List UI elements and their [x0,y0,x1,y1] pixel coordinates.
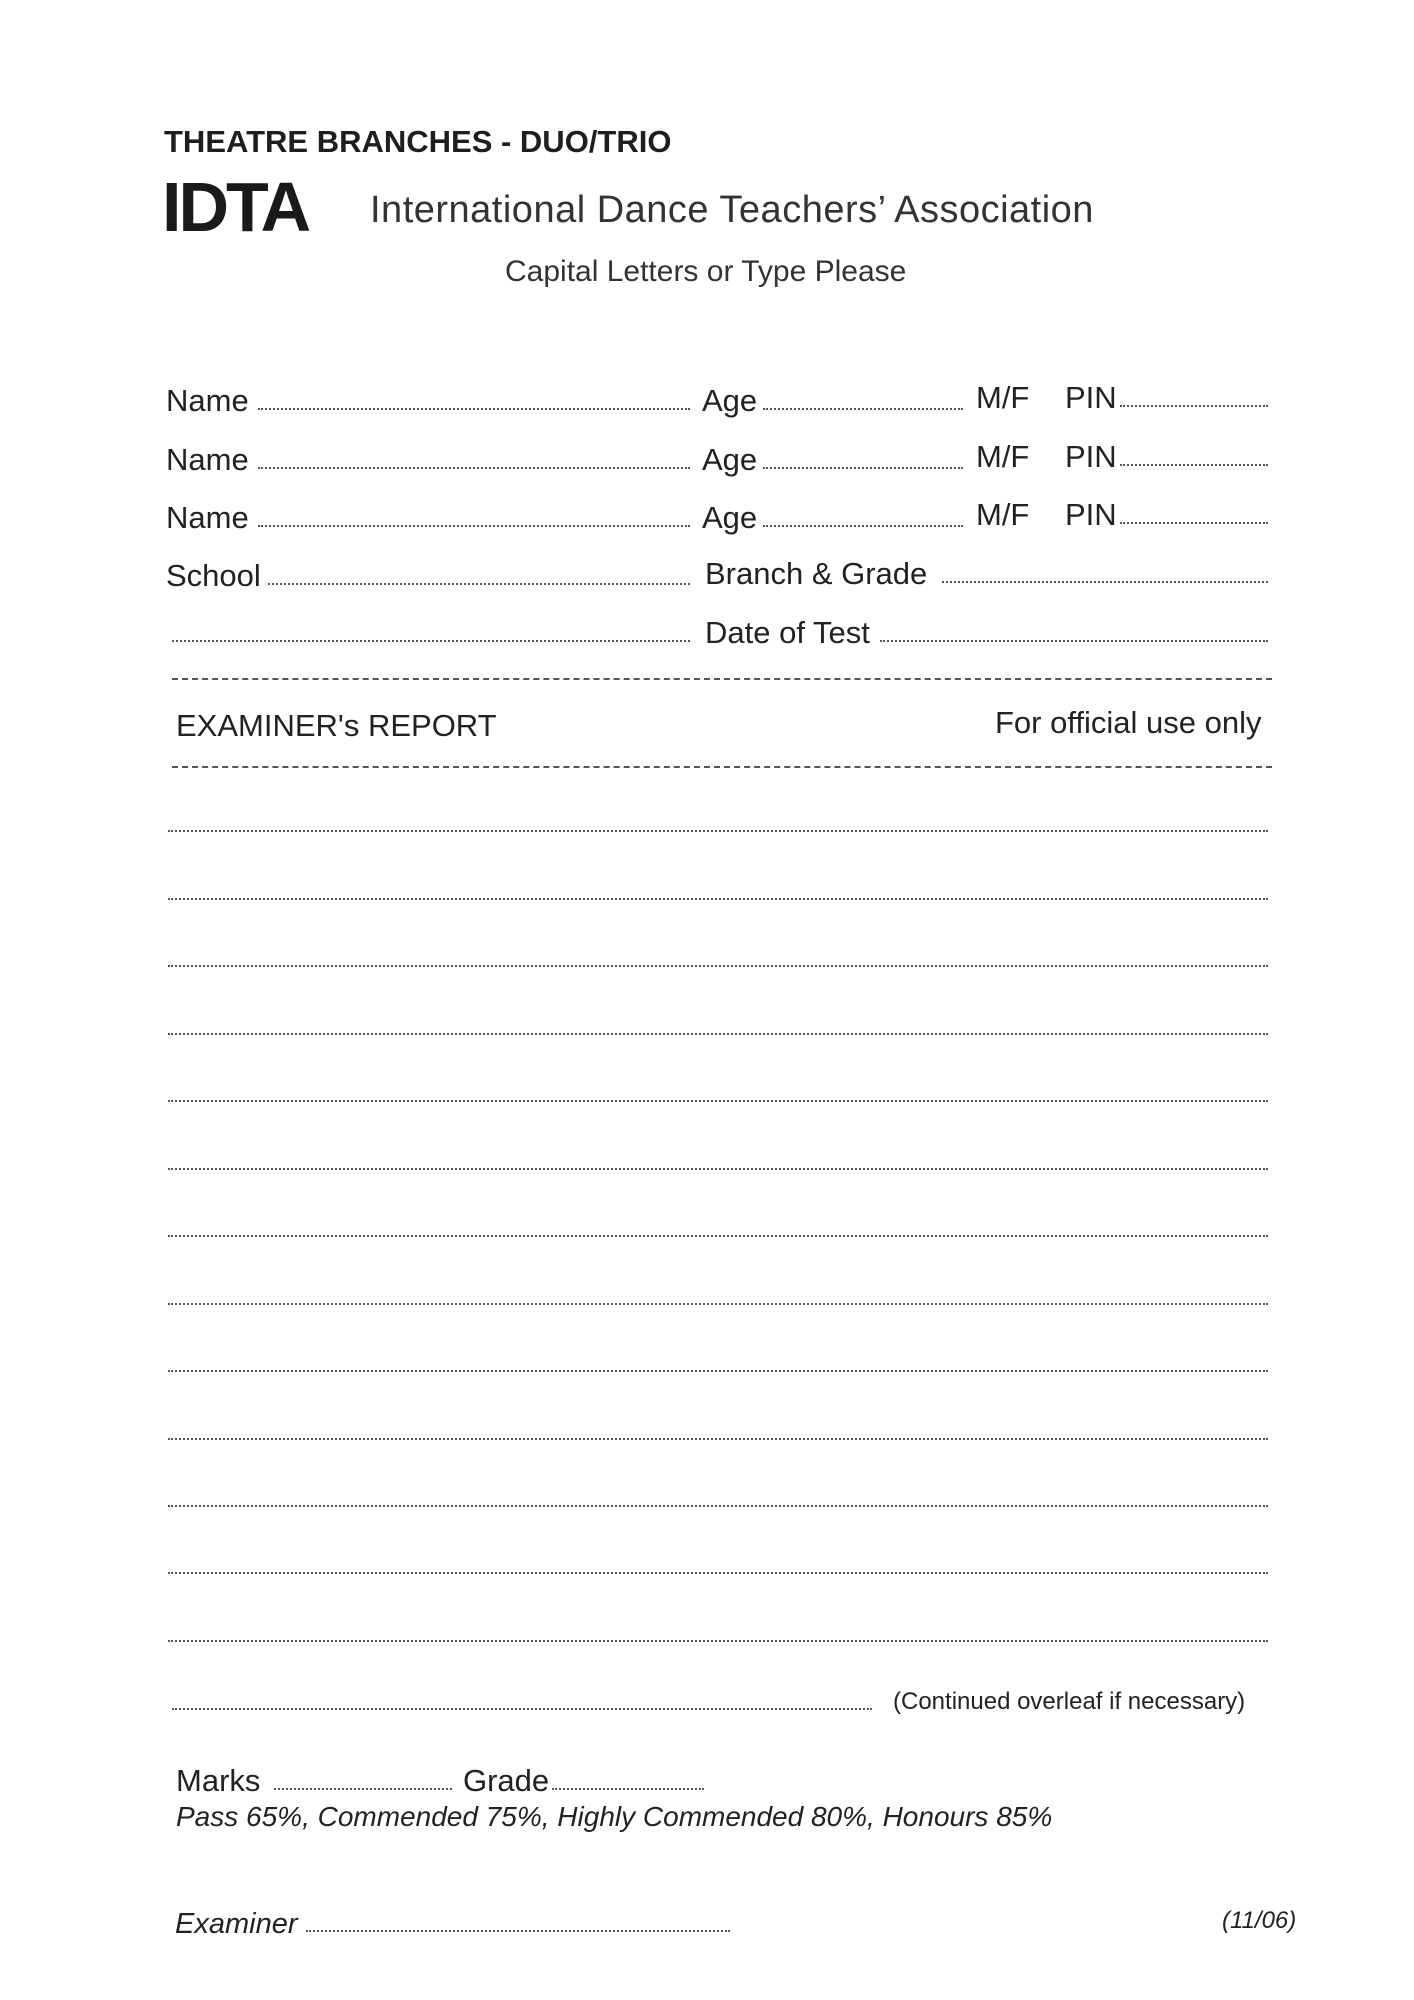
pin-label: PIN [1065,380,1117,415]
grade-field[interactable] [552,1788,704,1790]
branch-grade-field[interactable] [942,581,1268,583]
report-line[interactable] [168,1438,1268,1440]
school-label: School [166,558,261,593]
date-of-test-field[interactable] [880,640,1268,642]
sex-label: M/F [976,380,1030,415]
school-continued-field[interactable] [172,640,690,642]
continued-note: (Continued overleaf if necessary) [893,1688,1246,1715]
age-label: Age [702,442,758,477]
marks-label: Marks [176,1763,261,1798]
name-field[interactable] [258,408,690,410]
form-title: THEATRE BRANCHES - DUO/TRIO [164,124,672,159]
pin-label: PIN [1065,497,1117,532]
marks-field[interactable] [274,1788,452,1790]
grade-thresholds: Pass 65%, Commended 75%, Highly Commended 80%, Honours 85% [176,1801,1053,1832]
age-label: Age [702,383,758,418]
report-line[interactable] [168,1505,1268,1507]
age-field[interactable] [763,467,963,469]
form-code: (11/06) [1222,1907,1297,1934]
sex-label: M/F [976,439,1030,474]
report-line[interactable] [168,1303,1268,1305]
age-field[interactable] [763,408,963,410]
name-field[interactable] [258,525,690,527]
pin-field[interactable] [1120,522,1268,524]
pin-field[interactable] [1120,405,1268,407]
report-line[interactable] [168,1168,1268,1170]
name-label: Name [166,500,249,535]
date-of-test-label: Date of Test [705,615,870,650]
name-label: Name [166,383,249,418]
pin-label: PIN [1065,439,1117,474]
name-field[interactable] [258,467,690,469]
age-field[interactable] [763,525,963,527]
idta-logo: IDTA [162,168,309,246]
sex-label: M/F [976,497,1030,532]
report-line[interactable] [168,1640,1268,1642]
report-line[interactable] [168,1370,1268,1372]
report-line[interactable] [168,898,1268,900]
instruction-text: Capital Letters or Type Please [505,255,907,288]
report-line[interactable] [168,830,1268,832]
examiner-signature-field[interactable] [306,1930,730,1932]
report-line[interactable] [168,1572,1268,1574]
report-line[interactable] [172,1708,872,1710]
examiner-label: Examiner [175,1908,298,1940]
report-line[interactable] [168,1235,1268,1237]
pin-field[interactable] [1120,464,1268,466]
association-name: International Dance Teachers’ Association [370,189,1094,231]
branch-grade-label: Branch & Grade [705,556,928,591]
age-label: Age [702,500,758,535]
report-line[interactable] [168,965,1268,967]
examiners-report-heading: EXAMINER's REPORT [176,708,497,743]
name-label: Name [166,442,249,477]
grade-label: Grade [463,1763,550,1798]
section-divider [172,766,1272,768]
official-use-note: For official use only [995,705,1262,740]
school-field[interactable] [268,583,690,585]
report-line[interactable] [168,1033,1268,1035]
section-divider [172,678,1272,680]
report-line[interactable] [168,1100,1268,1102]
